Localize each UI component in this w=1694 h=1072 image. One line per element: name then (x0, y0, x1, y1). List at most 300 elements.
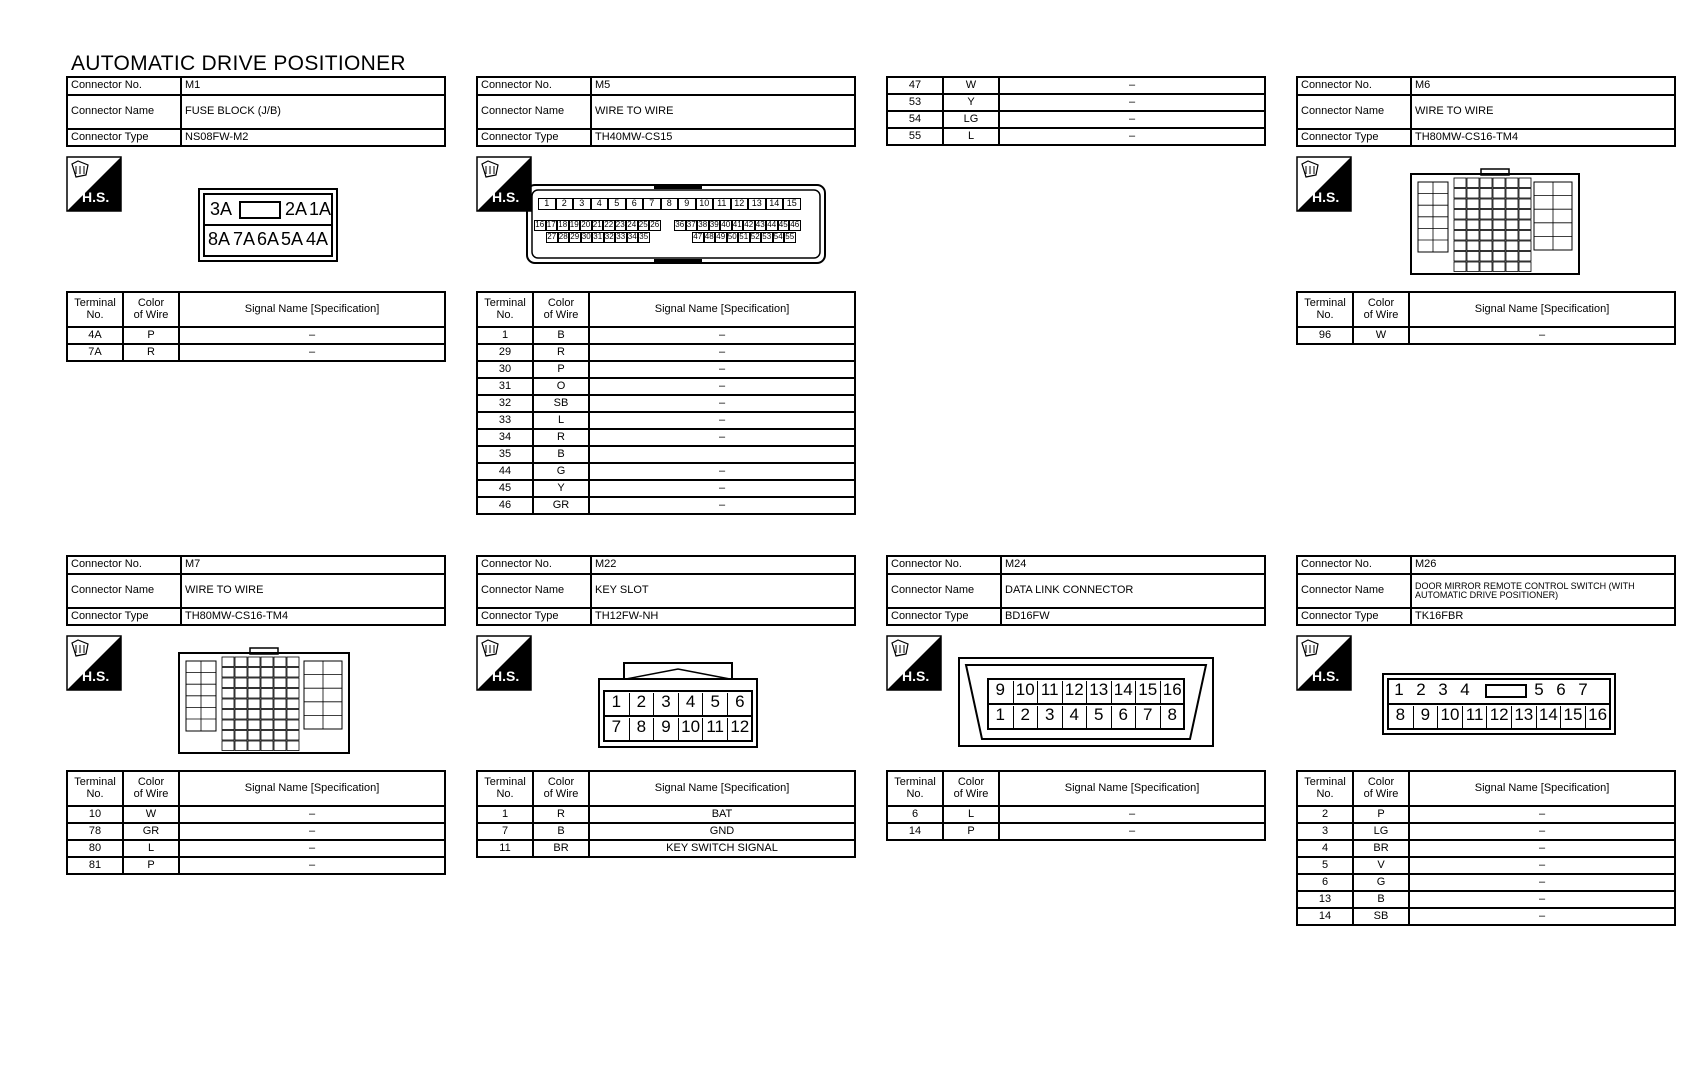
wire-color: LG (1353, 823, 1409, 840)
pin-label: 17 (546, 220, 556, 229)
terminal-no: 34 (477, 429, 533, 446)
terminal-no: 6 (1297, 874, 1353, 891)
pin-label: 1 (1394, 680, 1404, 699)
table-row (67, 840, 445, 857)
hs-label: H.S. (1312, 189, 1340, 205)
terminal-no: 2 (1297, 806, 1353, 823)
signal-name: – (1409, 908, 1675, 925)
wire-color: B (533, 327, 589, 344)
table-row (477, 840, 855, 857)
table-row (477, 395, 855, 412)
pin-label: 11 (702, 718, 727, 740)
signal-table (1296, 291, 1676, 345)
terminal-no: 14 (1297, 908, 1353, 925)
wire-color: P (533, 361, 589, 378)
pin-label: 9 (678, 198, 696, 210)
pin-label: 15 (1560, 706, 1585, 728)
connector-name-label: Connector Name (477, 95, 591, 129)
connector-block-m7 (66, 555, 446, 871)
pin-label: 12 (731, 198, 749, 210)
hs-label: H.S. (82, 189, 110, 205)
connector-type-value: TH12FW-NH (591, 608, 855, 625)
color-header: Color of Wire (1353, 292, 1409, 327)
wire-color: R (123, 344, 179, 361)
terminal-no: 30 (477, 361, 533, 378)
signal-name: – (589, 395, 855, 412)
signal-header: Signal Name [Specification] (179, 292, 445, 327)
pin-label: 2A (284, 199, 308, 219)
signal-name: – (589, 463, 855, 480)
connector-type-label: Connector Type (477, 608, 591, 625)
connector-no-value: M26 (1411, 556, 1675, 574)
pin-label: 16 (1160, 681, 1185, 703)
pin-label: 7 (1578, 680, 1588, 699)
hs-label: H.S. (1312, 668, 1340, 684)
pin-label: 12 (1486, 706, 1511, 728)
signal-name: – (1409, 857, 1675, 874)
table-row (1297, 840, 1675, 857)
pin-label: 14 (766, 198, 784, 210)
connector-type-value: TH40MW-CS15 (591, 129, 855, 146)
signal-name: – (999, 94, 1265, 111)
table-row (477, 463, 855, 480)
pin-label: 13 (1086, 681, 1111, 703)
wire-color: V (1353, 857, 1409, 874)
terminal-no: 6 (887, 806, 943, 823)
table-row (1297, 891, 1675, 908)
signal-name: – (999, 111, 1265, 128)
terminal-no: 13 (1297, 891, 1353, 908)
terminal-header: Terminal No. (477, 771, 533, 806)
pin-label: 8A (207, 229, 231, 249)
pin-label: 5 (702, 693, 727, 715)
wire-color: W (123, 806, 179, 823)
pin-label: 3 (653, 693, 678, 715)
signal-header: Signal Name [Specification] (1409, 771, 1675, 806)
harness-side-icon (66, 156, 122, 212)
wire-color: Y (533, 480, 589, 497)
pin-label: 7A (232, 229, 256, 249)
pin-label: 1 (538, 198, 556, 210)
pin-label: 2 (1013, 706, 1038, 728)
signal-name: – (1409, 806, 1675, 823)
connector-name-label: Connector Name (67, 95, 181, 129)
terminal-header: Terminal No. (477, 292, 533, 327)
terminal-no: 5 (1297, 857, 1353, 874)
signal-name: – (589, 344, 855, 361)
pin-label: 10 (1437, 706, 1462, 728)
wire-color: LG (943, 111, 999, 128)
pin-label: 16 (535, 220, 545, 229)
pin-label: 9 (995, 680, 1005, 699)
wire-color: R (533, 806, 589, 823)
wire-color: R (533, 429, 589, 446)
wire-color: BR (533, 840, 589, 857)
table-row (477, 412, 855, 429)
connector-type-value: TH80MW-CS16-TM4 (181, 608, 445, 625)
wire-color: L (123, 840, 179, 857)
pin-label: 48 (704, 232, 714, 241)
pin-label: 34 (627, 232, 637, 241)
harness-side-icon (1296, 635, 1352, 691)
pin-label: 14 (1536, 706, 1561, 728)
pin-label: 14 (1111, 681, 1136, 703)
connector-no-label: Connector No. (477, 77, 591, 95)
pin-label: 6 (1556, 680, 1566, 699)
signal-name: – (179, 857, 445, 874)
table-row (887, 94, 1265, 111)
wire-color: G (1353, 874, 1409, 891)
terminal-no: 1 (477, 806, 533, 823)
connector-name-label: Connector Name (477, 574, 591, 608)
terminal-no: 33 (477, 412, 533, 429)
pin-label: 13 (748, 198, 766, 210)
wire-color: G (533, 463, 589, 480)
connector-block-m5 (476, 76, 856, 511)
wire-color: B (533, 446, 589, 463)
connector-name-label: Connector Name (887, 574, 1001, 608)
terminal-header: Terminal No. (1297, 292, 1353, 327)
pin-label: 26 (650, 220, 660, 229)
signal-table (476, 291, 856, 515)
signal-name: – (589, 480, 855, 497)
pin-label: 8 (629, 718, 654, 740)
wire-color: W (943, 77, 999, 94)
signal-name: – (589, 378, 855, 395)
pin-label: 25 (638, 220, 648, 229)
pin-label: 5A (280, 229, 304, 249)
connector-header (66, 76, 446, 147)
table-row (477, 480, 855, 497)
table-row (887, 128, 1265, 145)
terminal-no: 96 (1297, 327, 1353, 344)
table-row (477, 344, 855, 361)
pin-label: 31 (593, 232, 603, 241)
pin-label: 4 (591, 198, 609, 210)
connector-face-m7 (178, 647, 350, 755)
signal-name: – (1409, 840, 1675, 857)
pin-label: 46 (790, 220, 800, 229)
connector-no-label: Connector No. (887, 556, 1001, 574)
pin-label: 12 (1062, 681, 1087, 703)
pin-label: 10 (696, 198, 714, 210)
connector-face-m26 (1382, 673, 1616, 735)
connector-name-value: FUSE BLOCK (J/B) (181, 95, 445, 129)
table-row (887, 823, 1265, 840)
terminal-no: 1 (477, 327, 533, 344)
connector-no-label: Connector No. (67, 77, 181, 95)
terminal-no: 46 (477, 497, 533, 514)
signal-name: – (999, 823, 1265, 840)
table-row (477, 806, 855, 823)
color-header: Color of Wire (123, 292, 179, 327)
table-row (887, 77, 1265, 94)
pin-label: 55 (785, 232, 795, 241)
pin-label: 3 (573, 198, 591, 210)
pin-label: 33 (616, 232, 626, 241)
wire-color: GR (533, 497, 589, 514)
signal-name: – (589, 327, 855, 344)
terminal-no: 4 (1297, 840, 1353, 857)
pin-label: 2 (556, 198, 574, 210)
connector-name-value: WIRE TO WIRE (1411, 95, 1675, 129)
signal-name: BAT (589, 806, 855, 823)
wire-color: L (943, 128, 999, 145)
harness-side-icon (476, 156, 532, 212)
signal-name (589, 446, 855, 463)
terminal-no: 14 (887, 823, 943, 840)
pin-label: 3 (1438, 680, 1448, 699)
connector-header (66, 555, 446, 626)
connector-no-value: M22 (591, 556, 855, 574)
wire-color: L (533, 412, 589, 429)
pin-label: 53 (762, 232, 772, 241)
wire-color: Y (943, 94, 999, 111)
pin-label: 1 (995, 705, 1005, 724)
pin-label: 37 (686, 220, 696, 229)
terminal-no: 53 (887, 94, 943, 111)
signal-name: – (589, 412, 855, 429)
pin-label: 3 (1037, 706, 1062, 728)
connector-header (1296, 555, 1676, 626)
pin-label: 9 (653, 718, 678, 740)
pin-label: 1A (308, 199, 332, 219)
pin-label: 5 (1534, 680, 1544, 699)
signal-name: – (179, 823, 445, 840)
signal-table (476, 770, 856, 858)
signal-table (66, 291, 446, 362)
connector-type-label: Connector Type (67, 129, 181, 146)
pin-label: 8 (1395, 705, 1406, 724)
pin-label: 42 (744, 220, 754, 229)
table-row (477, 497, 855, 514)
connector-type-label: Connector Type (887, 608, 1001, 625)
connector-block-m24 (886, 555, 1266, 837)
terminal-header: Terminal No. (67, 292, 123, 327)
connector-name-value: DATA LINK CONNECTOR (1001, 574, 1265, 608)
terminal-no: 47 (887, 77, 943, 94)
table-row (1297, 823, 1675, 840)
table-row (477, 327, 855, 344)
pin-label: 8 (661, 198, 679, 210)
pin-label: 5 (1086, 706, 1111, 728)
table-row (67, 857, 445, 874)
pin-label: 15 (783, 198, 801, 210)
connector-type-value: NS08FW-M2 (181, 129, 445, 146)
pin-label: 22 (604, 220, 614, 229)
signal-name: – (589, 361, 855, 378)
pin-label: 13 (1511, 706, 1536, 728)
connector-type-value: TK16FBR (1411, 608, 1675, 625)
signal-header: Signal Name [Specification] (999, 771, 1265, 806)
terminal-no: 55 (887, 128, 943, 145)
connector-name-label: Connector Name (1297, 574, 1411, 608)
wire-color: GR (123, 823, 179, 840)
pin-label: 4A (305, 229, 329, 249)
connector-type-label: Connector Type (1297, 608, 1411, 625)
connector-no-label: Connector No. (67, 556, 181, 574)
harness-side-icon (476, 635, 532, 691)
color-header: Color of Wire (533, 771, 589, 806)
connector-no-label: Connector No. (1297, 77, 1411, 95)
terminal-no: 54 (887, 111, 943, 128)
signal-name: – (999, 77, 1265, 94)
pin-label: 11 (1037, 681, 1062, 703)
terminal-no: 45 (477, 480, 533, 497)
connector-face-m5 (526, 184, 826, 266)
signal-table (886, 770, 1266, 841)
signal-header: Signal Name [Specification] (179, 771, 445, 806)
pin-label: 36 (675, 220, 685, 229)
table-row (67, 806, 445, 823)
signal-name: – (179, 344, 445, 361)
pin-label: 1 (611, 692, 622, 711)
table-row (67, 823, 445, 840)
signal-name: – (1409, 327, 1675, 344)
pin-label: 32 (604, 232, 614, 241)
pin-label: 20 (581, 220, 591, 229)
pin-label: 44 (767, 220, 777, 229)
table-row (477, 823, 855, 840)
wire-color: P (123, 857, 179, 874)
table-row (887, 111, 1265, 128)
wire-color: SB (533, 395, 589, 412)
signal-name: GND (589, 823, 855, 840)
table-row (1297, 806, 1675, 823)
signal-table (1296, 770, 1676, 926)
pin-label: 21 (592, 220, 602, 229)
wire-color: P (123, 327, 179, 344)
signal-name: – (999, 128, 1265, 145)
terminal-no: 10 (67, 806, 123, 823)
connector-block-m1 (66, 76, 446, 358)
pin-label: 5 (608, 198, 626, 210)
pin-label: 28 (558, 232, 568, 241)
connector-block-m22 (476, 555, 856, 854)
wire-color: P (943, 823, 999, 840)
signal-name: – (999, 806, 1265, 823)
pin-label: 4 (678, 693, 703, 715)
connector-no-value: M1 (181, 77, 445, 95)
terminal-no: 11 (477, 840, 533, 857)
signal-header: Signal Name [Specification] (1409, 292, 1675, 327)
terminal-no: 35 (477, 446, 533, 463)
connector-no-value: M24 (1001, 556, 1265, 574)
terminal-no: 80 (67, 840, 123, 857)
pin-label: 10 (678, 718, 703, 740)
pin-label: 4 (1460, 680, 1470, 699)
pin-label: 24 (627, 220, 637, 229)
connector-no-value: M7 (181, 556, 445, 574)
table-row (67, 344, 445, 361)
pin-label: 15 (1135, 681, 1160, 703)
pin-label: 11 (1462, 706, 1487, 728)
signal-name: – (179, 806, 445, 823)
table-row (477, 378, 855, 395)
pin-label: 43 (755, 220, 765, 229)
connector-name-label: Connector Name (1297, 95, 1411, 129)
connector-name-value: DOOR MIRROR REMOTE CONTROL SWITCH (WITH AUTOMATIC DRIVE POSITIONER) (1411, 574, 1675, 608)
signal-name: – (179, 327, 445, 344)
harness-side-icon (66, 635, 122, 691)
hs-label: H.S. (82, 668, 110, 684)
connector-type-value: BD16FW (1001, 608, 1265, 625)
connector-block-m5-continued (886, 76, 1266, 146)
table-row (1297, 874, 1675, 891)
connector-header (476, 76, 856, 147)
terminal-no: 78 (67, 823, 123, 840)
hs-label: H.S. (902, 668, 930, 684)
connector-name-value: KEY SLOT (591, 574, 855, 608)
table-row (477, 446, 855, 463)
terminal-no: 7 (477, 823, 533, 840)
connector-header (1296, 76, 1676, 147)
wire-color: W (1353, 327, 1409, 344)
pin-label: 35 (639, 232, 649, 241)
pin-label: 6A (256, 229, 280, 249)
pin-label: 10 (1013, 681, 1038, 703)
signal-name: – (1409, 891, 1675, 908)
signal-header: Signal Name [Specification] (589, 771, 855, 806)
connector-face-m1 (198, 188, 338, 262)
signal-table-continued (886, 76, 1266, 146)
wire-color: B (533, 823, 589, 840)
terminal-no: 29 (477, 344, 533, 361)
color-header: Color of Wire (533, 292, 589, 327)
terminal-no: 3 (1297, 823, 1353, 840)
connector-type-label: Connector Type (1297, 129, 1411, 146)
terminal-no: 31 (477, 378, 533, 395)
terminal-no: 4A (67, 327, 123, 344)
pin-label: 41 (732, 220, 742, 229)
signal-name: – (179, 840, 445, 857)
pin-label: 51 (739, 232, 749, 241)
connector-type-label: Connector Type (67, 608, 181, 625)
wire-color: BR (1353, 840, 1409, 857)
table-row (477, 361, 855, 378)
terminal-header: Terminal No. (1297, 771, 1353, 806)
signal-name: – (589, 497, 855, 514)
connector-no-value: M6 (1411, 77, 1675, 95)
connector-block-m6 (1296, 76, 1676, 341)
connector-no-label: Connector No. (1297, 556, 1411, 574)
connector-block-m26 (1296, 555, 1676, 922)
table-row (477, 429, 855, 446)
connector-type-value: TH80MW-CS16-TM4 (1411, 129, 1675, 146)
pin-label: 19 (569, 220, 579, 229)
connector-name-value: WIRE TO WIRE (591, 95, 855, 129)
pin-label: 8 (1160, 706, 1185, 728)
pin-label: 2 (1416, 680, 1426, 699)
connector-header (886, 555, 1266, 626)
harness-side-icon (886, 635, 942, 691)
pin-label: 7 (1135, 706, 1160, 728)
pin-label: 45 (778, 220, 788, 229)
color-header: Color of Wire (1353, 771, 1409, 806)
pin-label: 4 (1062, 706, 1087, 728)
pin-label: 38 (698, 220, 708, 229)
connector-header (476, 555, 856, 626)
pin-label: 39 (709, 220, 719, 229)
table-row (1297, 857, 1675, 874)
pin-label: 9 (1413, 706, 1438, 728)
table-row (887, 806, 1265, 823)
signal-name: – (589, 429, 855, 446)
wire-color: B (1353, 891, 1409, 908)
wire-color: SB (1353, 908, 1409, 925)
table-row (1297, 327, 1675, 344)
page-title: AUTOMATIC DRIVE POSITIONER (71, 52, 406, 75)
